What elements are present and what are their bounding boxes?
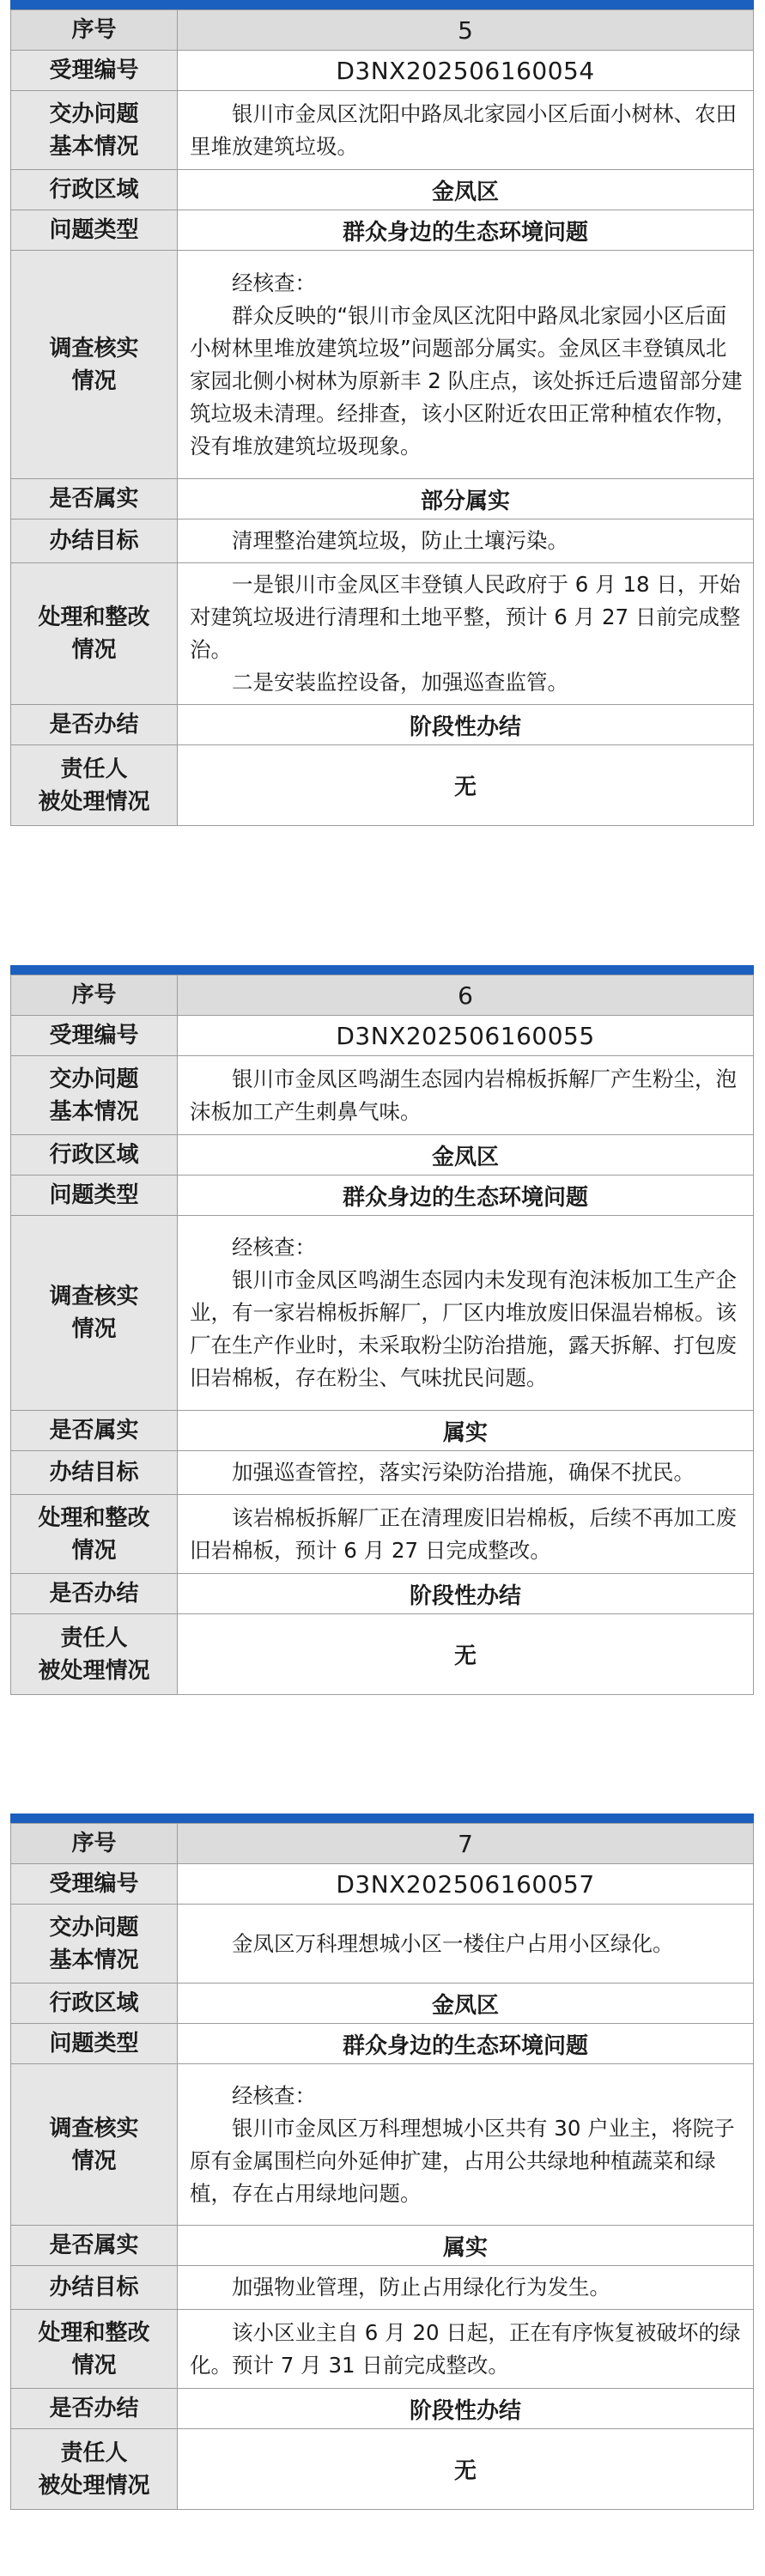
- card-top-bar: [10, 0, 754, 9]
- handling-label: [11, 563, 178, 705]
- goal-value: [178, 2266, 754, 2310]
- district-label: 行政区域: [11, 1135, 178, 1176]
- label-line: 责任人 被处理情况: [38, 1625, 150, 1684]
- seq-label: 序号: [11, 10, 178, 51]
- card-top-bar: [10, 1814, 754, 1823]
- handling-value: [178, 1495, 754, 1574]
- investigation-text: 群众反映的“银川市金凤区沈阳中路凤北家园小区后面小树林里堆放建筑垃圾”问题部分属实。金凤区丰登镇凤北家园北侧小树林为原新丰 2 队庄点，该处拆迁后遗留部分建筑垃圾未清理。经排查，该小区附近农田正常种植农作物，没有堆放建筑垃圾现象。: [190, 302, 743, 459]
- goal-value: [178, 1451, 754, 1495]
- investigation-text: 银川市金凤区鸣湖生态园内未发现有泡沫板加工生产企业，有一家岩棉板拆解厂，厂区内堆放废旧保温岩棉板。该厂在生产作业时，未采取粉尘防治措施，露天拆解、打包废旧岩棉板，存在粉尘、气味扰民问题。: [190, 1267, 737, 1390]
- closed-value: 阶段性办结: [178, 2389, 754, 2429]
- type-value: 群众身边的生态环境问题: [178, 2024, 754, 2064]
- goal-text: 加强物业管理，防止占用绿化行为发生。: [232, 2275, 610, 2300]
- investigation-head: 经核查：: [232, 1235, 316, 1260]
- handling-text: 该岩棉板拆解厂正在清理废旧岩棉板，后续不再加工废旧岩棉板，预计 6 月 27 日完成整改。: [190, 1504, 737, 1563]
- accountable-value: 无: [178, 2429, 754, 2510]
- type-label: 问题类型: [11, 210, 178, 251]
- verified-label: 是否属实: [11, 1411, 178, 1451]
- closed-value: 阶段性办结: [178, 1574, 754, 1614]
- investigation-value: [178, 2064, 754, 2226]
- seq-label: 序号: [11, 1824, 178, 1864]
- id-label: 受理编号: [11, 1864, 178, 1905]
- closed-label: 是否办结: [11, 705, 178, 745]
- label-line: 调查核实 情况: [49, 2115, 139, 2174]
- label-line: 处理和整改 情况: [38, 2319, 150, 2379]
- investigation-value: [178, 1216, 754, 1411]
- closed-value: 阶段性办结: [178, 705, 754, 745]
- investigation-label: [11, 251, 178, 479]
- accountable-value: 无: [178, 1614, 754, 1695]
- goal-text: 加强巡查管控，落实污染防治措施，确保不扰民。: [232, 1460, 695, 1485]
- district-value: 金凤区: [178, 170, 754, 210]
- basic-label: [11, 91, 178, 170]
- seq-value: 5: [178, 10, 754, 51]
- handling-text: 一是银川市金凤区丰登镇人民政府于 6 月 18 日，开始对建筑垃圾进行清理和土地平整，预计 6 月 27 日前完成整治。: [190, 572, 741, 662]
- verified-label: 是否属实: [11, 2226, 178, 2266]
- seq-label: 序号: [11, 975, 178, 1016]
- record-table: [10, 9, 754, 826]
- id-value: D3NX202506160054: [178, 51, 754, 91]
- investigation-text: 银川市金凤区万科理想城小区共有 30 户业主，将院子原有金属围栏向外延伸扩建，占用公共绿地种植蔬菜和绿植，存在占用绿地问题。: [190, 2115, 735, 2206]
- type-value: 群众身边的生态环境问题: [178, 1176, 754, 1216]
- basic-text: 银川市金凤区鸣湖生态园内岩棉板拆解厂产生粉尘，泡沫板加工产生刺鼻气味。: [190, 1066, 737, 1124]
- handling-value: [178, 563, 754, 705]
- closed-label: 是否办结: [11, 1574, 178, 1614]
- record-card-6: [10, 965, 754, 1695]
- basic-value: [178, 1056, 754, 1135]
- handling-value: [178, 2310, 754, 2389]
- district-value: 金凤区: [178, 1135, 754, 1176]
- record-card-5: [10, 0, 754, 826]
- investigation-head: 经核查：: [232, 270, 316, 295]
- label-line: 交办问题 基本情况: [49, 1914, 139, 1973]
- seq-value: 7: [178, 1824, 754, 1864]
- seq-value: 6: [178, 975, 754, 1016]
- label-line: 调查核实 情况: [49, 335, 139, 394]
- handling-label: [11, 1495, 178, 1574]
- verified-label: 是否属实: [11, 479, 178, 519]
- basic-value: [178, 91, 754, 170]
- basic-value: [178, 1905, 754, 1984]
- verified-value: 属实: [178, 2226, 754, 2266]
- basic-label: [11, 1905, 178, 1984]
- handling-text: 二是安装监控设备，加强巡查监管。: [232, 670, 568, 695]
- type-value: 群众身边的生态环境问题: [178, 210, 754, 251]
- id-label: 受理编号: [11, 1016, 178, 1056]
- id-value: D3NX202506160057: [178, 1864, 754, 1905]
- accountable-label: [11, 1614, 178, 1695]
- label-line: 处理和整改 情况: [38, 605, 150, 663]
- verified-value: 属实: [178, 1411, 754, 1451]
- basic-label: [11, 1056, 178, 1135]
- investigation-label: [11, 2064, 178, 2226]
- handling-text: 该小区业主自 6 月 20 日起，正在有序恢复被破坏的绿化。预计 7 月 31 日前完成整改。: [190, 2319, 741, 2378]
- district-label: 行政区域: [11, 1984, 178, 2024]
- label-line: 调查核实 情况: [49, 1284, 139, 1342]
- accountable-label: [11, 745, 178, 826]
- id-value: D3NX202506160055: [178, 1016, 754, 1056]
- label-line: 交办问题 基本情况: [49, 100, 139, 160]
- record-table: [10, 1823, 754, 2510]
- record-card-7: [10, 1814, 754, 2510]
- investigation-head: 经核查：: [232, 2082, 316, 2108]
- id-label: 受理编号: [11, 51, 178, 91]
- label-line: 责任人 被处理情况: [38, 2439, 150, 2499]
- investigation-value: [178, 251, 754, 479]
- goal-label: 办结目标: [11, 2266, 178, 2310]
- district-label: 行政区域: [11, 170, 178, 210]
- record-table: [10, 975, 754, 1695]
- goal-label: 办结目标: [11, 519, 178, 563]
- verified-value: 部分属实: [178, 479, 754, 519]
- basic-text: 金凤区万科理想城小区一楼住户占用小区绿化。: [232, 1930, 674, 1956]
- district-value: 金凤区: [178, 1984, 754, 2024]
- goal-value: [178, 519, 754, 563]
- type-label: 问题类型: [11, 1176, 178, 1216]
- card-top-bar: [10, 965, 754, 975]
- basic-text: 银川市金凤区沈阳中路凤北家园小区后面小树林、农田里堆放建筑垃圾。: [190, 100, 737, 159]
- goal-text: 清理整治建筑垃圾，防止土壤污染。: [232, 528, 568, 553]
- investigation-label: [11, 1216, 178, 1411]
- label-line: 交办问题 基本情况: [49, 1066, 139, 1125]
- closed-label: 是否办结: [11, 2389, 178, 2429]
- handling-label: [11, 2310, 178, 2389]
- type-label: 问题类型: [11, 2024, 178, 2064]
- label-line: 责任人 被处理情况: [38, 756, 150, 815]
- label-line: 处理和整改 情况: [38, 1504, 150, 1564]
- accountable-value: 无: [178, 745, 754, 826]
- accountable-label: [11, 2429, 178, 2510]
- goal-label: 办结目标: [11, 1451, 178, 1495]
